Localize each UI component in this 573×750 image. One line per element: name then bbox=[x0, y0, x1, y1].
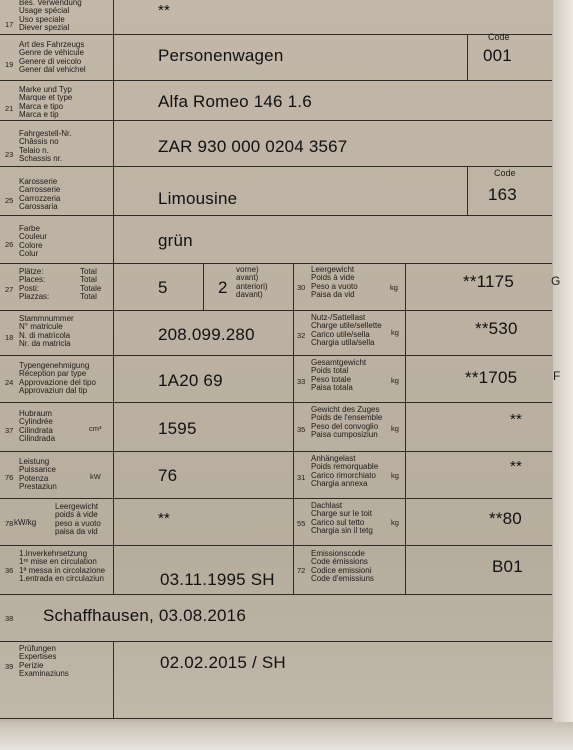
row-divider bbox=[0, 263, 552, 264]
field-label: Gewicht des Zuges Poids de l'ensemble Peso del convoglio Paisa cumposiziun bbox=[311, 405, 383, 440]
power-value: 76 bbox=[158, 466, 178, 485]
paper-bottom-edge bbox=[0, 722, 573, 750]
column-divider bbox=[467, 34, 468, 80]
row-divider bbox=[0, 498, 552, 499]
column-divider bbox=[293, 263, 294, 594]
field-label: Gesamtgewicht Poids total Peso totale Paisa totala bbox=[311, 358, 367, 393]
unit-label: kg bbox=[391, 424, 399, 433]
field-label: Leistung Puissance Potenza Prestaziun bbox=[19, 457, 57, 492]
field-label: Fahrgestell-Nr. Châssis no Telaio n. Schassis nr. bbox=[19, 129, 72, 164]
field-number: 19 bbox=[5, 60, 14, 69]
row-divider bbox=[0, 166, 552, 167]
field-label: Prüfungen Expertises Perizie Examinaziuns bbox=[19, 644, 69, 679]
empty-weight-value: **1175 bbox=[463, 272, 514, 291]
roof-load-value: **80 bbox=[489, 509, 522, 528]
first-registration-value: 03.11.1995 SH bbox=[160, 570, 275, 589]
registry-number-value: 208.099.280 bbox=[158, 325, 255, 344]
special-use-value: ** bbox=[158, 2, 171, 19]
field-label: Total Total Totale Total bbox=[80, 267, 102, 302]
field-label: 1.Inverkehrsetzung 1ʳᵉ mise en circulation 1ª messa in circolazione 1.entrada en circulaziun bbox=[19, 549, 106, 584]
seats-total-value: 5 bbox=[158, 278, 168, 297]
field-label: Stammnummer N° matricule N. di matricola Nr. da matricla bbox=[19, 314, 74, 349]
inspection-value: 02.02.2015 / SH bbox=[160, 653, 286, 672]
field-label: Hubraum Cylindrée Cilindrata Cilindrada bbox=[19, 409, 56, 444]
field-number: 36 bbox=[5, 566, 14, 575]
field-number: 23 bbox=[5, 150, 14, 159]
field-number: 27 bbox=[5, 285, 14, 294]
field-label: Bes. Verwendung Usage spécial Uso speciale Diever spezial bbox=[19, 0, 82, 33]
code-header: Code bbox=[494, 168, 516, 178]
chassis-number-value: ZAR 930 000 0204 3567 bbox=[158, 137, 348, 156]
field-label: Anhängelast Poids remorquable Carico rimorchiato Chargia annexa bbox=[311, 454, 379, 489]
column-divider bbox=[467, 166, 468, 215]
field-number: 35 bbox=[297, 425, 306, 434]
vehicle-type-code: 001 bbox=[483, 46, 512, 65]
field-label: Plätze: Places: Posti: Plazzas: bbox=[19, 267, 50, 302]
field-number: 33 bbox=[297, 377, 306, 386]
body-type-code: 163 bbox=[488, 185, 517, 204]
row-divider bbox=[0, 120, 552, 121]
field-number: 76 bbox=[5, 473, 14, 482]
unit-label: kg bbox=[390, 283, 398, 292]
payload-value: **530 bbox=[475, 319, 518, 338]
row-divider bbox=[0, 215, 552, 216]
field-number: 78 bbox=[5, 519, 14, 528]
field-number: 37 bbox=[5, 426, 14, 435]
field-label: Typengenehmigung Réception par type Approvazione del tipo Approvaziun dal tip bbox=[19, 361, 96, 396]
field-label: Leergewicht poids à vide peso a vuoto paisa da vid bbox=[55, 502, 101, 537]
unit-label: kg bbox=[391, 328, 399, 337]
place-date-value: Schaffhausen, 03.08.2016 bbox=[43, 606, 246, 625]
vehicle-type-value: Personenwagen bbox=[158, 46, 284, 65]
field-label: Karosserie Carrosserie Carrozzeria Carossaria bbox=[19, 177, 61, 212]
field-label: Nutz-/Sattellast Charge utile/sellette Carico utile/sella Chargia utila/sella bbox=[311, 313, 382, 348]
total-weight-value: **1705 bbox=[465, 368, 518, 387]
row-divider bbox=[0, 355, 552, 356]
field-number: 39 bbox=[5, 662, 14, 671]
color-value: grün bbox=[158, 231, 193, 250]
code-header: Code bbox=[488, 32, 510, 42]
column-divider bbox=[203, 263, 204, 310]
side-letter-g: G bbox=[551, 274, 561, 288]
unit-label: kg bbox=[391, 376, 399, 385]
row-divider bbox=[0, 545, 552, 546]
seats-front-label: vorne) avant) anteriori) davant) bbox=[236, 265, 268, 300]
field-number: 55 bbox=[297, 519, 306, 528]
field-label: Marke und Typ Marque et type Marca e tipo Marca e tip bbox=[19, 85, 73, 120]
seats-front-value: 2 bbox=[218, 278, 228, 297]
unit-label: kW bbox=[90, 472, 101, 481]
field-label: kW/kg bbox=[14, 518, 37, 527]
row-divider bbox=[0, 34, 552, 35]
field-number: 25 bbox=[5, 196, 14, 205]
trailer-load-value: ** bbox=[510, 458, 523, 475]
column-divider bbox=[405, 263, 406, 594]
row-divider bbox=[0, 310, 552, 311]
power-weight-ratio-value: ** bbox=[158, 510, 171, 527]
row-divider bbox=[0, 718, 552, 719]
row-divider bbox=[0, 451, 552, 452]
column-divider bbox=[113, 0, 114, 594]
field-label: Emissionscode Code émissions Codice emissioni Code d'emissiuns bbox=[311, 549, 374, 584]
field-label: Art des Fahrzeugs Genre de véhicule Genere di veicolo Gener dal vehichel bbox=[19, 40, 86, 75]
unit-label: kg bbox=[391, 518, 399, 527]
train-weight-value: ** bbox=[510, 411, 523, 428]
row-divider bbox=[0, 80, 552, 81]
field-label: Leergewicht Poids à vide Peso a vuoto Paisa da vid bbox=[311, 265, 358, 300]
row-divider bbox=[0, 594, 552, 595]
make-model-value: Alfa Romeo 146 1.6 bbox=[158, 92, 312, 111]
column-divider bbox=[113, 641, 114, 718]
field-number: 30 bbox=[297, 283, 306, 292]
side-letter-f: F bbox=[553, 369, 561, 383]
unit-label: cm³ bbox=[89, 424, 102, 433]
field-number: 32 bbox=[297, 331, 306, 340]
field-number: 17 bbox=[5, 20, 14, 29]
field-number: 31 bbox=[297, 473, 306, 482]
field-label: Farbe Couleur Colore Colur bbox=[19, 224, 48, 259]
unit-label: kg bbox=[391, 471, 399, 480]
field-number: 21 bbox=[5, 104, 14, 113]
body-type-value: Limousine bbox=[158, 189, 238, 208]
field-number: 18 bbox=[5, 333, 14, 342]
field-label: Dachlast Charge sur le toit Carico sul tetto Chargia sin il tetg bbox=[311, 501, 373, 536]
row-divider bbox=[0, 641, 552, 642]
type-approval-value: 1A20 69 bbox=[158, 371, 223, 390]
field-number: 26 bbox=[5, 240, 14, 249]
row-divider bbox=[0, 402, 552, 403]
displacement-value: 1595 bbox=[158, 419, 197, 438]
field-number: 38 bbox=[5, 614, 14, 623]
field-number: 72 bbox=[297, 566, 306, 575]
emission-code-value: B01 bbox=[492, 557, 523, 576]
field-number: 24 bbox=[5, 378, 14, 387]
